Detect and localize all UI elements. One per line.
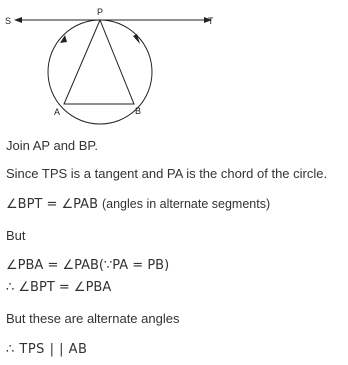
text-join: Join AP and BP. — [6, 138, 99, 153]
geometry-diagram — [0, 0, 348, 125]
text-alternate: But these are alternate angles — [6, 311, 180, 326]
label-p: P — [97, 7, 104, 17]
circle-arrow-right — [133, 34, 140, 44]
label-t: T — [208, 16, 214, 26]
label-b: B — [135, 106, 142, 116]
label-s: S — [5, 16, 12, 26]
label-a: A — [54, 107, 61, 117]
equation-1-row — [6, 196, 270, 212]
equation-1-note: (angles in alternate segments) — [101, 197, 271, 211]
equation-3: ∴ ∠BPT = ∠PBA — [6, 280, 112, 295]
equation-2: ∠PBA = ∠PAB(∵PA = PB) — [6, 258, 170, 273]
conclusion: ∴ TPS | | AB — [6, 342, 88, 357]
text-since: Since TPS is a tangent and PA is the chord of the circle. — [6, 166, 328, 181]
circle-arrow-left — [60, 35, 67, 43]
arrowhead-left — [14, 17, 22, 23]
triangle-pab — [64, 20, 134, 104]
equation-1: ∠BPT = ∠PAB — [6, 197, 98, 212]
text-but: But — [6, 228, 26, 243]
